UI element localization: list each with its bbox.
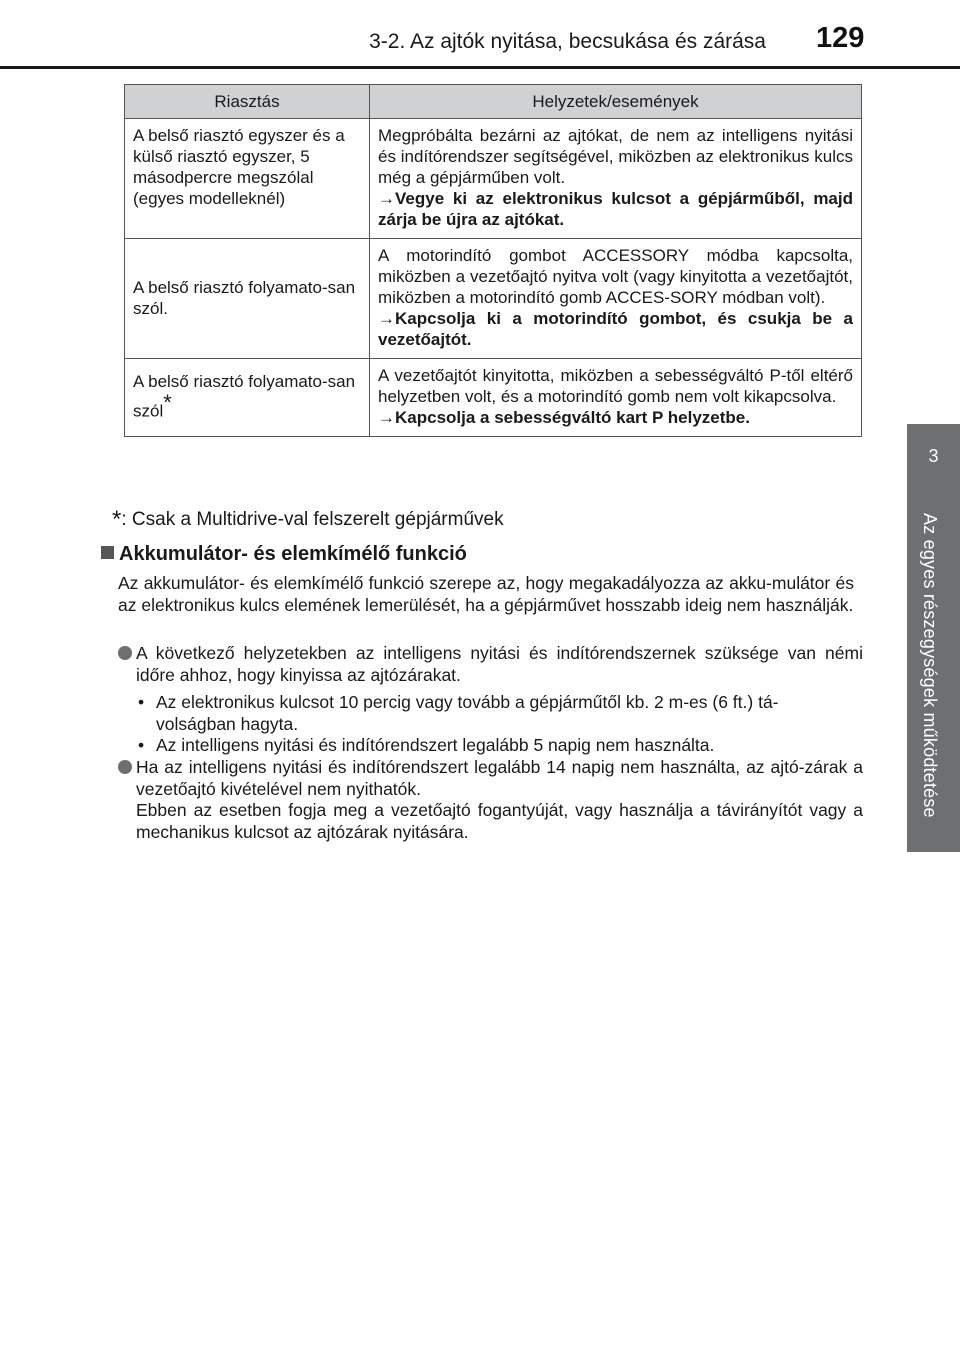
situation-text: A vezetőajtót kinyitotta, miközben a sebességváltó P-től eltérő helyzetben volt, és a motorindító gomb nem volt kikapcsolva. — [378, 366, 853, 406]
round-bullet-icon — [118, 646, 132, 660]
situation-text: Megpróbálta bezárni az ajtókat, de nem az intelligens nyitási és indítórendszer segítségével, miközben az elektronikus kulcs még a gépjárműben volt. — [378, 126, 853, 187]
header-divider — [0, 66, 960, 69]
page-number: 129 — [816, 22, 865, 54]
footnote-mark: * — [163, 390, 172, 416]
footnote-star: * — [112, 506, 122, 533]
square-bullet-icon — [101, 546, 114, 559]
section-heading — [101, 543, 467, 566]
alarm-text: A belső riasztó folyamato-san szól — [133, 372, 356, 421]
situation-cell — [370, 119, 862, 239]
situation-text: A motorindító gombot ACCESSORY módba kapcsolta, miközben a vezetőajtó nyitva volt (vagy kinyitotta a vezetőajtót, miközben a motorindító gomb ACCES-SORY módban volt). — [378, 246, 853, 307]
table-row — [125, 239, 862, 359]
bullet-text: A következő helyzetekben az intelligens nyitási és indítórendszernek szüksége van némi időre ahhoz, hogy kinyissa az ajtózárakat. — [136, 643, 863, 685]
sub-bullet-mark: • — [138, 735, 145, 755]
table-row — [125, 359, 862, 437]
situation-cell — [370, 359, 862, 437]
alarm-cell: A belső riasztó folyamato-san szól. — [125, 239, 370, 359]
footnote — [112, 506, 504, 534]
bullet-followup-text: Ebben az esetben fogja meg a vezetőajtó fogantyúját, vagy használja a távirányítót vagy a mechanikus kulcsot az ajtózárak nyitására. — [136, 800, 863, 842]
chapter-title: Az egyes részegységek működtetése — [920, 513, 940, 818]
list-item — [118, 643, 863, 686]
round-bullet-icon — [118, 760, 132, 774]
sub-bullet-text: Az intelligens nyitási és indítórendszert legalább 5 napig nem használta. — [156, 735, 715, 755]
action-text: Kapcsolja a sebességváltó kart P helyzetbe. — [395, 408, 750, 427]
arrow-icon: → — [378, 189, 395, 208]
list-item — [118, 757, 863, 843]
sub-list-item — [138, 692, 858, 735]
chapter-number: 3 — [928, 446, 939, 466]
situation-cell — [370, 239, 862, 359]
header-situations: Helyzetek/események — [370, 85, 862, 119]
header-alarm: Riasztás — [125, 85, 370, 119]
section-intro: Az akkumulátor- és elemkímélő funkció szerepe az, hogy megakadályozza az akku-mulátor és az elektronikus kulcs elemének lemerülését, ha a gépjárművet hosszabb ideig nem használják. — [118, 573, 854, 615]
sub-bullet-text: Az elektronikus kulcsot 10 percig vagy tovább a gépjárműtől kb. 2 m-es (6 ft.) tá-volságban hagyta. — [156, 692, 779, 734]
footnote-text: : Csak a Multidrive-val felszerelt gépjárművek — [121, 509, 504, 530]
alarm-table — [124, 84, 862, 437]
bullet-text: Ha az intelligens nyitási és indítórendszert legalább 14 napig nem használta, az ajtó-zárak a vezetőajtó kivételével nem nyithatók. — [136, 757, 863, 799]
arrow-icon: → — [378, 408, 395, 427]
table-header-row — [125, 85, 862, 119]
page-section-title: 3-2. Az ajtók nyitása, becsukása és zárása — [369, 30, 766, 53]
sub-list-item — [138, 735, 858, 757]
alarm-cell — [125, 359, 370, 437]
sub-bullet-mark: • — [138, 692, 145, 712]
action-text: Kapcsolja ki a motorindító gombot, és csukja be a vezetőajtót. — [378, 309, 853, 349]
alarm-cell: A belső riasztó egyszer és a külső riasztó egyszer, 5 másodpercre megszólal (egyes modelleknél) — [125, 119, 370, 239]
table-row — [125, 119, 862, 239]
section-heading-text: Akkumulátor- és elemkímélő funkció — [119, 543, 467, 565]
action-text: Vegye ki az elektronikus kulcsot a gépjárműből, majd zárja be újra az ajtókat. — [378, 189, 853, 229]
arrow-icon: → — [378, 309, 395, 328]
